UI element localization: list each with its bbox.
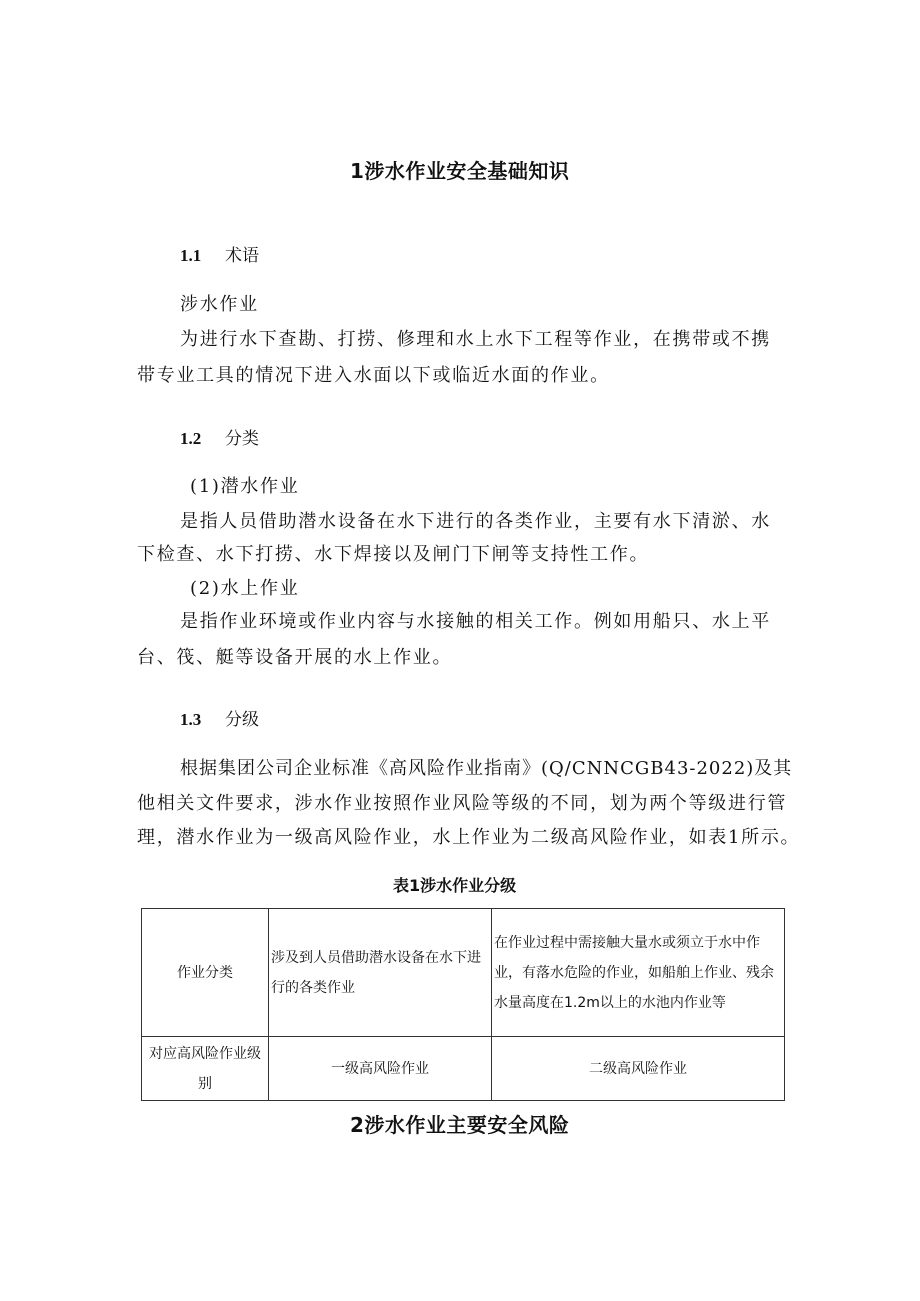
term-definition-line: 带专业工具的情况下进入水面以下或临近水面的作业。	[137, 365, 610, 386]
table-cell: 一级高风险作业	[269, 1037, 492, 1101]
category-2-title: (2)水上作业	[190, 578, 300, 599]
grading-paragraph-line: 他相关文件要求，涉水作业按照作业风险等级的不同，划为两个等级进行管	[137, 793, 788, 814]
subsection-number: 1.1	[180, 246, 202, 265]
table-row-header: 对应高风险作业级别	[142, 1037, 269, 1101]
subsection-label: 术语	[225, 246, 259, 266]
table-row-header: 作业分类	[142, 909, 269, 1037]
category-1-text-line: 下检查、水下打捞、水下焊接以及闸门下闸等支持性工作。	[137, 544, 650, 565]
table-caption: 表1涉水作业分级	[393, 876, 517, 895]
classification-table	[141, 908, 785, 1101]
subsection-1-2-heading	[180, 424, 259, 449]
grading-paragraph-line: 根据集团公司企业标准《高风险作业指南》(Q/CNNCGB43-2022)及其	[180, 758, 793, 779]
category-1-title: (1)潜水作业	[190, 476, 300, 497]
table-cell: 在作业过程中需接触大量水或须立于水中作业，有落水危险的作业，如船舶上作业、残余水量高度在1.2m以上的水池内作业等	[492, 909, 785, 1037]
table-cell: 涉及到人员借助潜水设备在水下进行的各类作业	[269, 909, 492, 1037]
subsection-label: 分级	[225, 710, 259, 730]
table-row	[142, 909, 785, 1037]
subsection-1-1-heading	[180, 241, 259, 266]
term-name: 涉水作业	[180, 294, 259, 315]
table-cell: 二级高风险作业	[492, 1037, 785, 1101]
subsection-number: 1.3	[180, 710, 202, 729]
subsection-number: 1.2	[180, 429, 202, 448]
category-1-text-line: 是指人员借助潜水设备在水下进行的各类作业，主要有水下清淤、水	[180, 511, 771, 532]
grading-paragraph-line: 理，潜水作业为一级高风险作业，水上作业为二级高风险作业，如表1所示。	[137, 827, 801, 848]
subsection-1-3-heading	[180, 705, 259, 730]
category-2-text-line: 是指作业环境或作业内容与水接触的相关工作。例如用船只、水上平	[180, 611, 771, 632]
subsection-label: 分类	[225, 429, 259, 449]
table-row	[142, 1037, 785, 1101]
category-2-text-line: 台、筏、艇等设备开展的水上作业。	[137, 647, 453, 668]
term-definition-line: 为进行水下查勘、打捞、修理和水上水下工程等作业，在携带或不携	[180, 329, 771, 350]
section-2-title: 2涉水作业主要安全风险	[350, 1113, 570, 1137]
section-1-title: 1涉水作业安全基础知识	[350, 159, 570, 183]
